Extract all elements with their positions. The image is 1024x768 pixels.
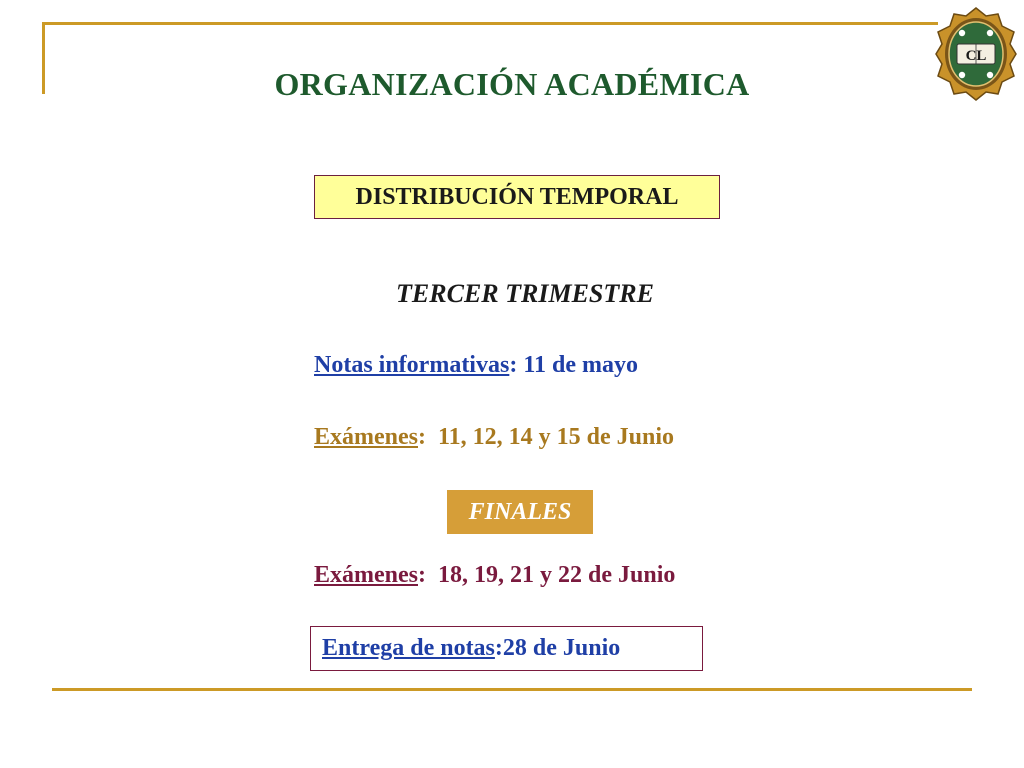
entrega-notas-date: 28 de Junio xyxy=(502,635,621,661)
examenes-trimestre-label: Exámenes xyxy=(314,424,418,450)
notas-informativas-date: 11 de mayo xyxy=(523,352,638,378)
period-heading: TERCER TRIMESTRE xyxy=(396,279,654,308)
page-title: ORGANIZACIÓN ACADÉMICA xyxy=(274,66,750,102)
examenes-trimestre-row xyxy=(314,424,674,451)
notas-informativas-separator: : xyxy=(509,352,524,378)
examenes-finales-row xyxy=(314,562,675,589)
notas-informativas-label: Notas informativas xyxy=(314,352,510,378)
notas-informativas-row xyxy=(314,352,638,379)
section-heading: DISTRIBUCIÓN TEMPORAL xyxy=(355,183,679,210)
finales-heading-box xyxy=(447,490,593,534)
entrega-notas-box xyxy=(310,626,703,671)
examenes-finales-separator: : xyxy=(418,562,438,588)
entrega-notas-label: Entrega de notas xyxy=(322,635,495,661)
examenes-trimestre-dates: 11, 12, 14 y 15 de Junio xyxy=(438,424,675,450)
section-heading-box xyxy=(314,175,720,219)
entrega-notas-separator: : xyxy=(494,635,503,661)
finales-heading: FINALES xyxy=(468,498,572,525)
examenes-trimestre-separator: : xyxy=(418,424,438,450)
examenes-finales-label: Exámenes xyxy=(314,562,418,588)
frame-bottom-line xyxy=(52,688,972,691)
examenes-finales-dates: 18, 19, 21 y 22 de Junio xyxy=(438,562,676,588)
crest-letters: CL xyxy=(965,48,987,64)
frame-top-line xyxy=(42,22,938,25)
